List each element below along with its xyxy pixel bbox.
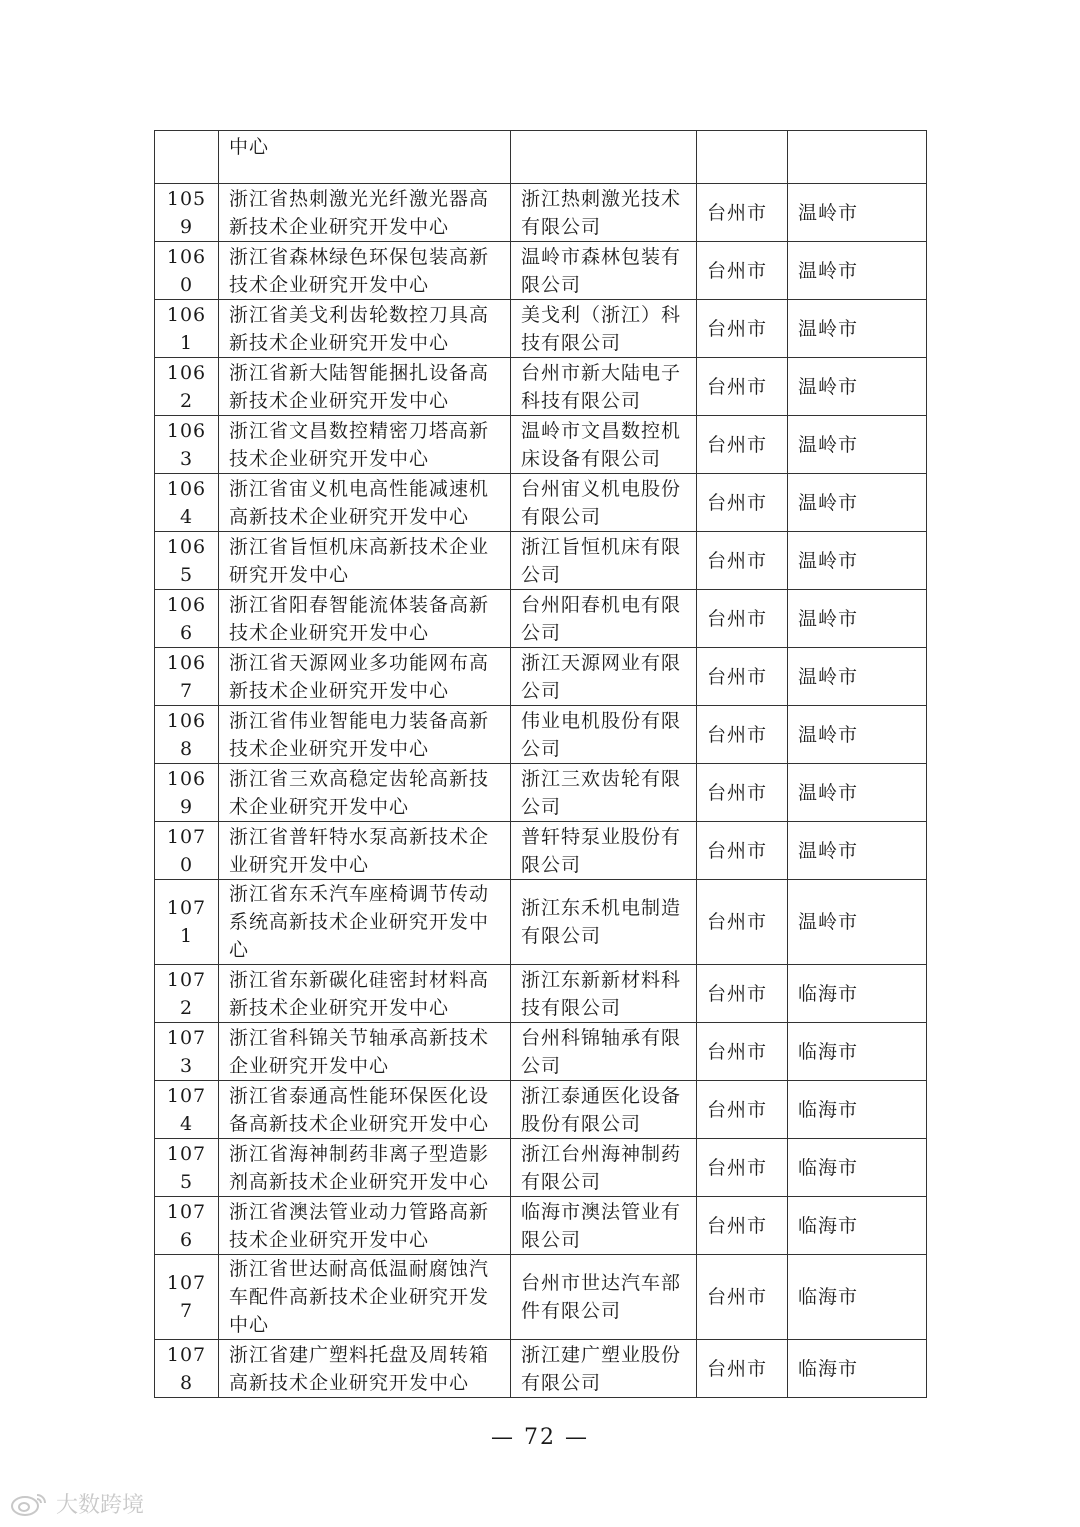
city: 台州市 xyxy=(697,648,788,706)
city: 台州市 xyxy=(697,358,788,416)
county: 临海市 xyxy=(788,1139,927,1197)
city: 台州市 xyxy=(697,1081,788,1139)
center-name: 浙江省普轩特水泵高新技术企业研究开发中心 xyxy=(219,822,511,880)
row-number: 1076 xyxy=(155,1197,219,1255)
center-name: 浙江省三欢高稳定齿轮高新技术企业研究开发中心 xyxy=(219,764,511,822)
table-row xyxy=(155,184,927,242)
row-number: 1068 xyxy=(155,706,219,764)
table-row xyxy=(155,131,927,184)
table-row xyxy=(155,300,927,358)
row-number: 1070 xyxy=(155,822,219,880)
row-number: 1062 xyxy=(155,358,219,416)
county: 温岭市 xyxy=(788,764,927,822)
row-number: 1061 xyxy=(155,300,219,358)
company-name: 伟业电机股份有限公司 xyxy=(511,706,697,764)
county: 温岭市 xyxy=(788,358,927,416)
row-number: 1069 xyxy=(155,764,219,822)
county: 温岭市 xyxy=(788,242,927,300)
center-name: 浙江省建广塑料托盘及周转箱高新技术企业研究开发中心 xyxy=(219,1340,511,1398)
city: 台州市 xyxy=(697,1139,788,1197)
row-number xyxy=(155,131,219,184)
company-name: 浙江三欢齿轮有限公司 xyxy=(511,764,697,822)
table-row xyxy=(155,416,927,474)
row-number: 1072 xyxy=(155,965,219,1023)
row-number: 1073 xyxy=(155,1023,219,1081)
research-center-table xyxy=(154,130,927,1398)
table-row xyxy=(155,590,927,648)
county: 临海市 xyxy=(788,965,927,1023)
company-name: 台州宙义机电股份有限公司 xyxy=(511,474,697,532)
county: 温岭市 xyxy=(788,532,927,590)
center-name: 浙江省海神制药非离子型造影剂高新技术企业研究开发中心 xyxy=(219,1139,511,1197)
row-number: 1060 xyxy=(155,242,219,300)
county: 临海市 xyxy=(788,1081,927,1139)
table-row xyxy=(155,358,927,416)
row-number: 1075 xyxy=(155,1139,219,1197)
county xyxy=(788,131,927,184)
company-name: 浙江旨恒机床有限公司 xyxy=(511,532,697,590)
row-number: 1077 xyxy=(155,1255,219,1340)
county: 温岭市 xyxy=(788,474,927,532)
company-name: 浙江东禾机电制造有限公司 xyxy=(511,880,697,965)
center-name: 浙江省美戈利齿轮数控刀具高新技术企业研究开发中心 xyxy=(219,300,511,358)
city: 台州市 xyxy=(697,764,788,822)
city: 台州市 xyxy=(697,965,788,1023)
table-row xyxy=(155,1023,927,1081)
city: 台州市 xyxy=(697,532,788,590)
table-row xyxy=(155,764,927,822)
row-number: 1059 xyxy=(155,184,219,242)
city: 台州市 xyxy=(697,474,788,532)
table-row xyxy=(155,706,927,764)
county: 温岭市 xyxy=(788,416,927,474)
company-name: 浙江东新新材料科技有限公司 xyxy=(511,965,697,1023)
company-name: 普轩特泵业股份有限公司 xyxy=(511,822,697,880)
center-name: 浙江省天源网业多功能网布高新技术企业研究开发中心 xyxy=(219,648,511,706)
row-number: 1063 xyxy=(155,416,219,474)
company-name: 美戈利（浙江）科技有限公司 xyxy=(511,300,697,358)
table-row xyxy=(155,880,927,965)
watermark-text: 大数跨境 xyxy=(56,1493,145,1518)
center-name: 浙江省科锦关节轴承高新技术企业研究开发中心 xyxy=(219,1023,511,1081)
row-number: 1074 xyxy=(155,1081,219,1139)
city: 台州市 xyxy=(697,1255,788,1340)
center-name: 浙江省旨恒机床高新技术企业研究开发中心 xyxy=(219,532,511,590)
table-row xyxy=(155,822,927,880)
row-number: 1065 xyxy=(155,532,219,590)
table-row xyxy=(155,532,927,590)
table-row xyxy=(155,1340,927,1398)
center-name: 浙江省东新碳化硅密封材料高新技术企业研究开发中心 xyxy=(219,965,511,1023)
city: 台州市 xyxy=(697,590,788,648)
center-name: 浙江省世达耐高低温耐腐蚀汽车配件高新技术企业研究开发中心 xyxy=(219,1255,511,1340)
county: 温岭市 xyxy=(788,706,927,764)
row-number: 1064 xyxy=(155,474,219,532)
row-number: 1071 xyxy=(155,880,219,965)
county: 临海市 xyxy=(788,1197,927,1255)
company-name: 台州市新大陆电子科技有限公司 xyxy=(511,358,697,416)
row-number: 1067 xyxy=(155,648,219,706)
company-name xyxy=(511,131,697,184)
company-name: 台州科锦轴承有限公司 xyxy=(511,1023,697,1081)
county: 温岭市 xyxy=(788,880,927,965)
row-number: 1066 xyxy=(155,590,219,648)
table-row xyxy=(155,965,927,1023)
table-row xyxy=(155,1081,927,1139)
company-name: 浙江泰通医化设备股份有限公司 xyxy=(511,1081,697,1139)
city: 台州市 xyxy=(697,1197,788,1255)
company-name: 浙江台州海神制药有限公司 xyxy=(511,1139,697,1197)
city: 台州市 xyxy=(697,416,788,474)
county: 温岭市 xyxy=(788,300,927,358)
table-body xyxy=(155,131,927,1398)
county: 临海市 xyxy=(788,1023,927,1081)
row-number: 1078 xyxy=(155,1340,219,1398)
center-name: 浙江省阳春智能流体装备高新技术企业研究开发中心 xyxy=(219,590,511,648)
company-name: 临海市澳法管业有限公司 xyxy=(511,1197,697,1255)
table-row xyxy=(155,242,927,300)
table-row xyxy=(155,1197,927,1255)
center-name: 浙江省宙义机电高性能减速机高新技术企业研究开发中心 xyxy=(219,474,511,532)
county: 临海市 xyxy=(788,1255,927,1340)
company-name: 台州阳春机电有限公司 xyxy=(511,590,697,648)
table-row xyxy=(155,1139,927,1197)
city: 台州市 xyxy=(697,706,788,764)
page-number: — 72 — xyxy=(491,1425,589,1450)
company-name: 台州市世达汽车部件有限公司 xyxy=(511,1255,697,1340)
company-name: 浙江建广塑业股份有限公司 xyxy=(511,1340,697,1398)
center-name: 浙江省森林绿色环保包装高新技术企业研究开发中心 xyxy=(219,242,511,300)
county: 温岭市 xyxy=(788,822,927,880)
city: 台州市 xyxy=(697,1340,788,1398)
company-name: 温岭市文昌数控机床设备有限公司 xyxy=(511,416,697,474)
center-name: 浙江省热刺激光光纤激光器高新技术企业研究开发中心 xyxy=(219,184,511,242)
county: 临海市 xyxy=(788,1340,927,1398)
company-name: 浙江天源网业有限公司 xyxy=(511,648,697,706)
city xyxy=(697,131,788,184)
city: 台州市 xyxy=(697,242,788,300)
company-name: 浙江热刺激光技术有限公司 xyxy=(511,184,697,242)
table-row xyxy=(155,474,927,532)
city: 台州市 xyxy=(697,880,788,965)
center-name: 中心 xyxy=(219,131,511,184)
city: 台州市 xyxy=(697,1023,788,1081)
city: 台州市 xyxy=(697,184,788,242)
county: 温岭市 xyxy=(788,648,927,706)
city: 台州市 xyxy=(697,822,788,880)
table-row xyxy=(155,648,927,706)
center-name: 浙江省新大陆智能捆扎设备高新技术企业研究开发中心 xyxy=(219,358,511,416)
company-name: 温岭市森林包装有限公司 xyxy=(511,242,697,300)
center-name: 浙江省文昌数控精密刀塔高新技术企业研究开发中心 xyxy=(219,416,511,474)
center-name: 浙江省澳法管业动力管路高新技术企业研究开发中心 xyxy=(219,1197,511,1255)
county: 温岭市 xyxy=(788,184,927,242)
center-name: 浙江省东禾汽车座椅调节传动系统高新技术企业研究开发中心 xyxy=(219,880,511,965)
weibo-logo-icon xyxy=(10,1491,50,1517)
center-name: 浙江省伟业智能电力装备高新技术企业研究开发中心 xyxy=(219,706,511,764)
watermark xyxy=(10,1488,144,1519)
county: 温岭市 xyxy=(788,590,927,648)
table-row xyxy=(155,1255,927,1340)
center-name: 浙江省泰通高性能环保医化设备高新技术企业研究开发中心 xyxy=(219,1081,511,1139)
city: 台州市 xyxy=(697,300,788,358)
